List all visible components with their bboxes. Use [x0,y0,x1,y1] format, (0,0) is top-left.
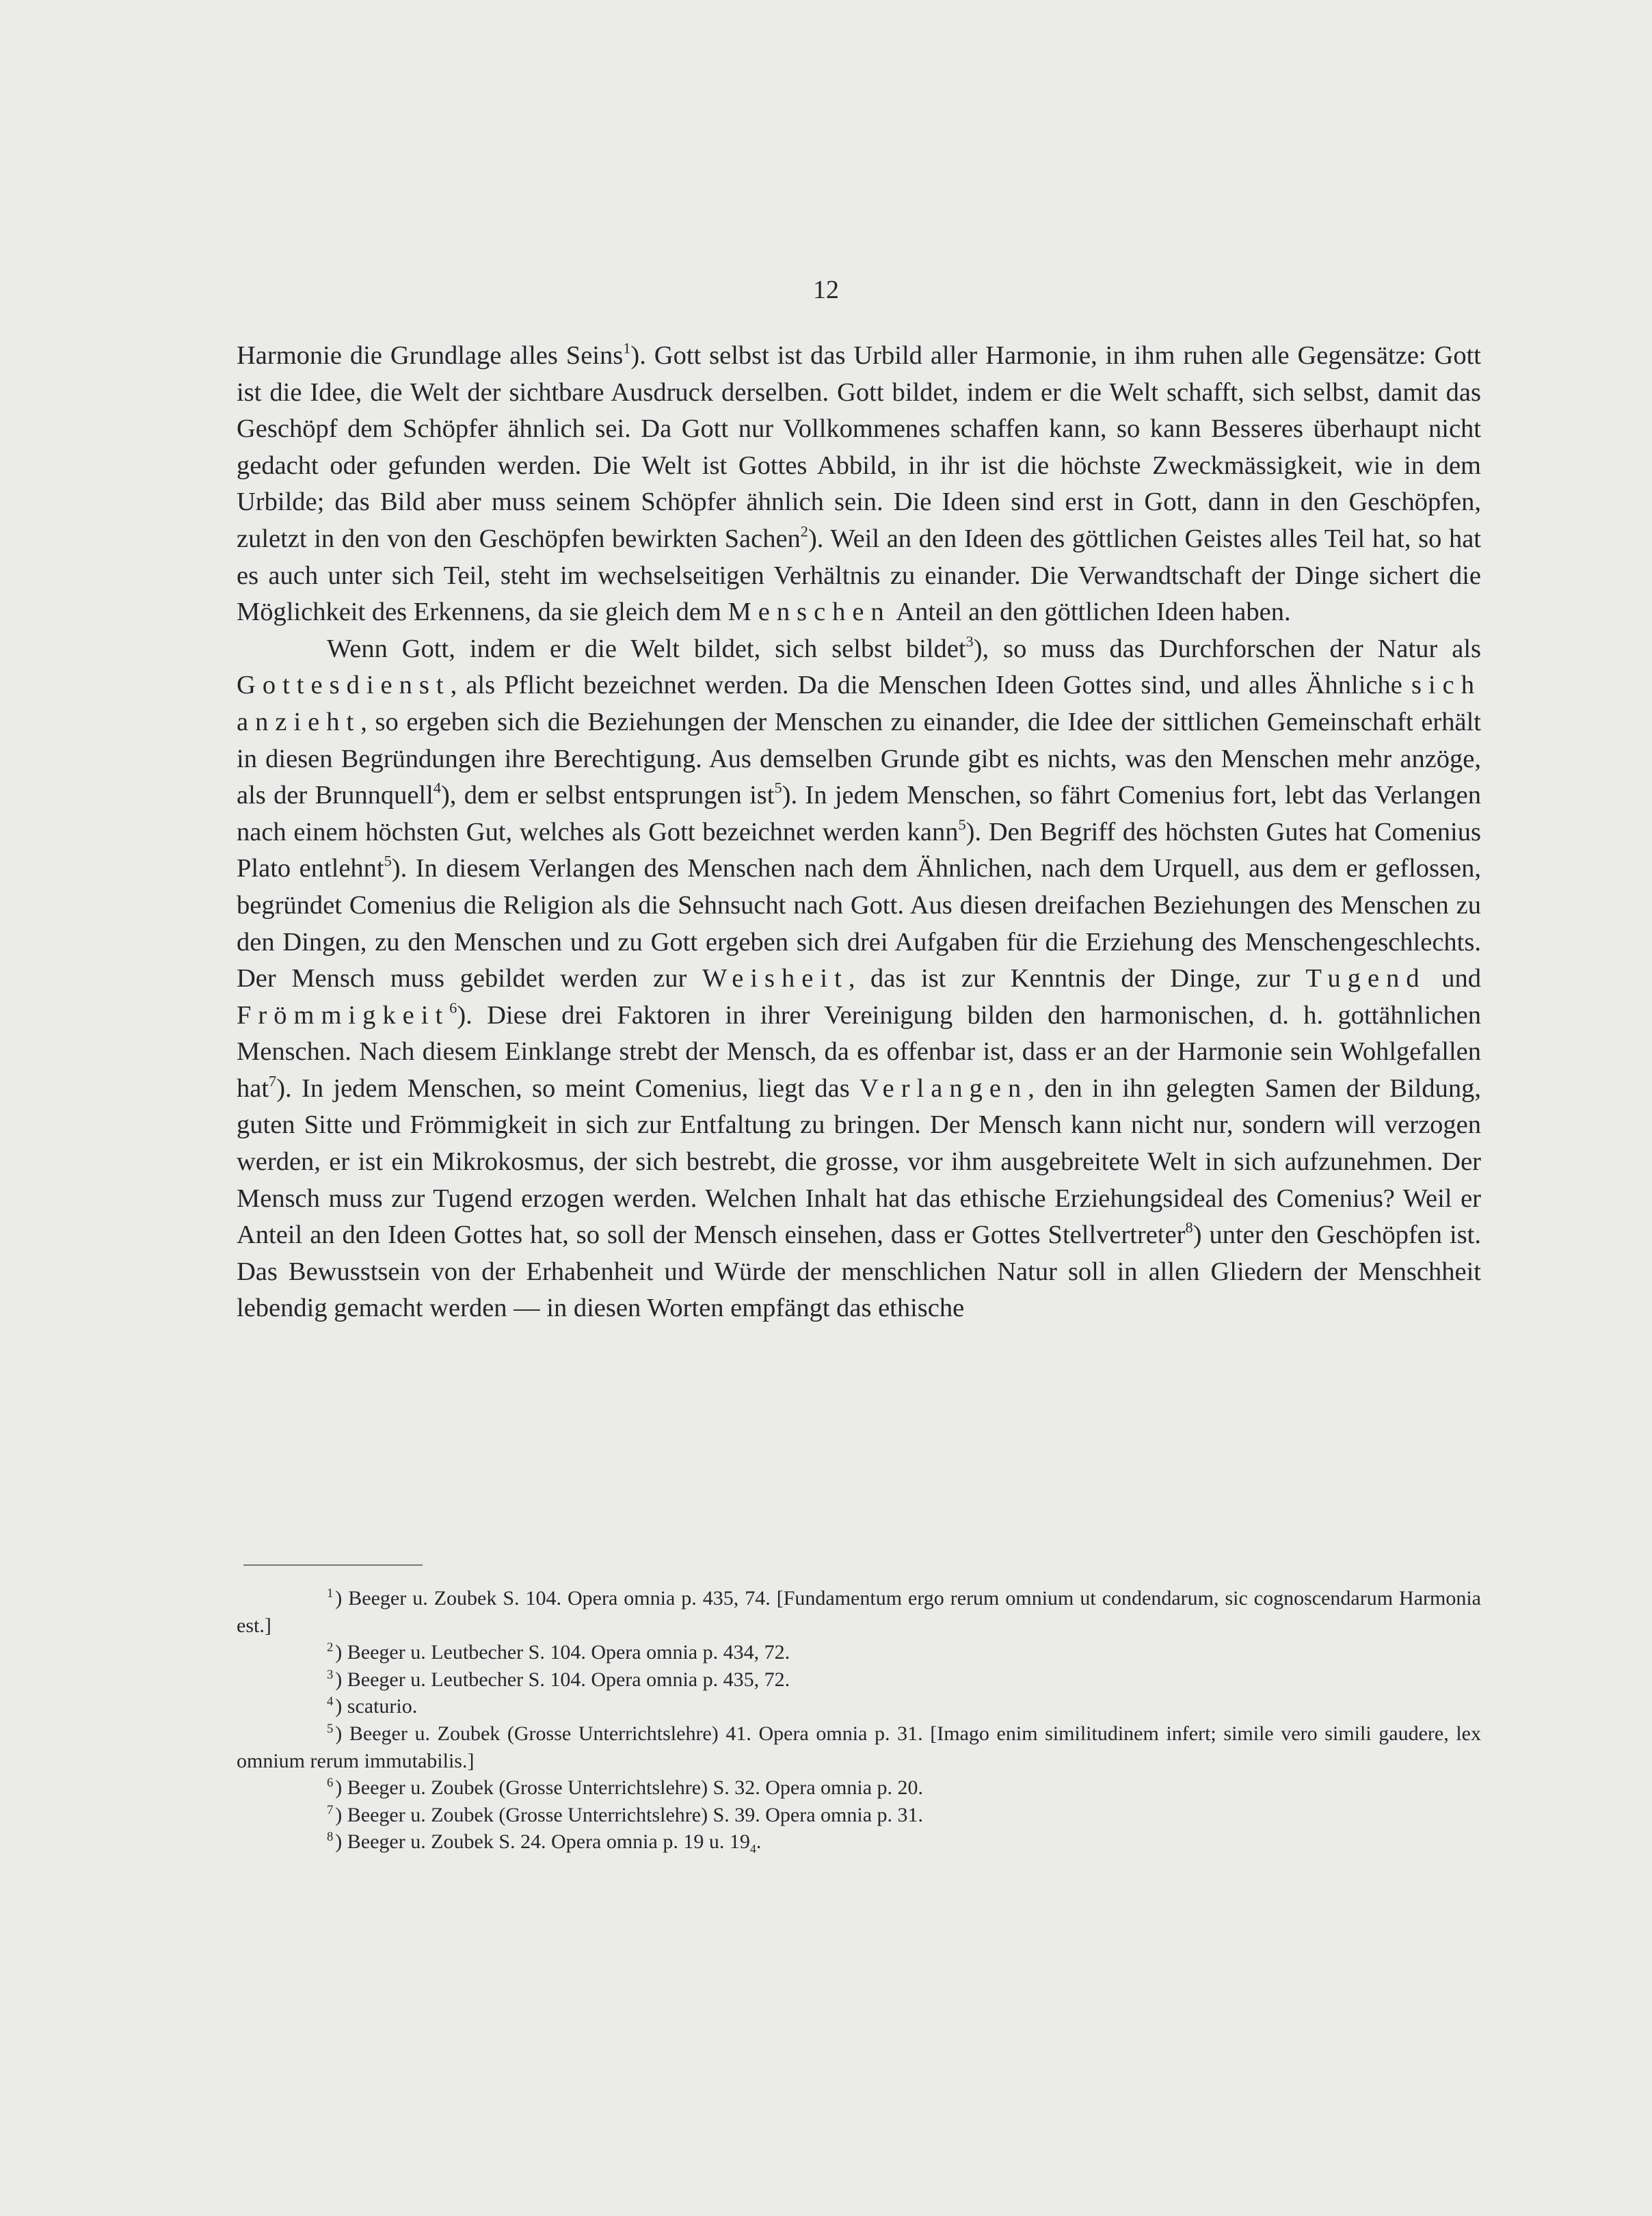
footnote-6: $^6$ ) Beeger u. Zoubek (Grosse Unterrichtslehre) S. 32. Opera omnia p. 20. [327,1776,924,1800]
footnote-ref: 8 [1185,1218,1193,1236]
footnote-5: $^5$ ) Beeger u. Zoubek (Grosse Unterrichtslehre) 41. Opera omnia p. 31. [Imago enim similitudinem infert; simile vero simili gaudere, lex omnium rerum immutabilis.] [237,1721,1481,1772]
spaced-emphasis: Menschen [728,598,891,627]
footnotes [237,1585,1481,1856]
body-text [237,338,1481,1327]
footnote-ref: 7 [269,1072,277,1090]
page-number: 12 [813,276,839,304]
footnote-ref: 6 [449,999,457,1017]
footnote-2: $^2$ ) Beeger u. Leutbecher S. 104. Opera omnia p. 434, 72. [327,1640,790,1664]
footnote-ref: 5 [774,779,782,797]
footnote-7: $^7$ ) Beeger u. Zoubek (Grosse Unterrichtslehre) S. 39. Opera omnia p. 31. [327,1802,924,1826]
footnote-ref: 5 [384,852,392,870]
spaced-emphasis: Weisheit [702,964,849,993]
footnote-4: $^4$ ) scaturio. [327,1694,418,1718]
footnote-8: $^8$ ) Beeger u. Zoubek S. 24. Opera omnia p. 19 u. $19_4$. [327,1830,762,1856]
footnote-ref: 3 [965,632,974,650]
footnote-3: $^3$ ) Beeger u. Leutbecher S. 104. Opera omnia p. 435, 72. [327,1667,790,1691]
footnote-ref: 1 [623,339,631,357]
footnote-divider [243,1564,423,1566]
spaced-emphasis: Tugend [1305,964,1426,993]
paragraph-1: Harmonie die Grundlage alles Seins$^1$). Gott selbst ist das Urbild aller Harmonie, in ihm ruhen alle Gegensätze: Gott ist die Idee, die Welt der sichtbare Ausdruck derselben. Gott bildet, indem er die Welt schafft, sich selbst, damit das Geschöpf dem Schöpfer ähnlich sei. Da Gott nur Vollkommenes schaffen kann, so kann Besseres überhaupt nicht gedacht oder gefunden werden. Die Welt ist Gottes Abbild, in ihr ist die höchste Zweckmässigkeit, wie in dem Urbilde; das Bild aber muss seinem Schöpfer ähnlich sein. Die Ideen sind erst in Gott, dann in den Geschöpfen, zuletzt in den von den Geschöpfen bewirkten Sachen$^2$). Weil an den Ideen des göttlichen Geistes alles Teil hat, so hat es auch unter sich Teil, steht im wechselseitigen Verhältnis zu einander. Die Verwandtschaft der Dinge sichert die Möglichkeit des Erkennens, da sie gleich dem Menschen Anteil an den göttlichen Ideen haben. [237,339,1482,627]
spaced-emphasis: Frömmigkeit [237,1000,450,1030]
footnote-ref: 2 [800,522,808,540]
spaced-emphasis: Verlangen [860,1073,1028,1103]
paragraph-2: Wenn Gott, indem er die Welt bildet, sich selbst bildet$^3$), so muss das Durchforschen der Natur als Gottesdienst, als Pflicht bezeichnet werden. Da die Menschen Ideen Gottes sind, und alles Ähnliche sich anzieht, so ergeben sich die Beziehungen der Menschen zu einander, die Idee der sittlichen Gemeinschaft erhält in diesen Begründungen ihre Berechtigung. Aus demselben Grunde gibt es nichts, was den Menschen mehr anzöge, als der Brunnquell$^4$), dem er selbst entsprungen ist$^5$). In jedem Menschen, so fährt Comenius fort, lebt das Verlangen nach einem höchsten Gut, welches als Gott bezeichnet werden kann$^5$). Den Begriff des höchsten Gutes hat Comenius Plato entlehnt$^5$). In diesem Verlangen des Menschen nach dem Ähnlichen, nach dem Urquell, aus dem er geflossen, begründet Comenius die Religion als die Sehnsucht nach Gott. Aus diesen dreifachen Beziehungen des Menschen zu den Dingen, zu den Menschen und zu Gott ergeben sich drei Aufgaben für die Erziehung des Menschengeschlechts. Der Mensch muss gebildet werden zur Weisheit, das ist zur Kenntnis der Dinge, zur Tugend und Frömmigkeit$^6$). Diese drei Faktoren in ihrer Vereinigung bilden den harmonischen, d. h. gottähnlichen Menschen. Nach diesem Einklange strebt der Mensch, da es offenbar ist, dass er an der Harmonie sein Wohlgefallen hat$^7$). In jedem Menschen, so meint Comenius, liegt das Verlangen, den in ihn gelegten Samen der Bildung, guten Sitte und Frömmigkeit in sich zur Entfaltung zu bringen. Der Mensch kann nicht nur, sondern will verzogen werden, er ist ein Mikrokosmus, der sich bestrebt, die grosse, vor ihm ausgebreitete Welt in sich aufzunehmen. Der Mensch muss zur Tugend erzogen werden. Welchen Inhalt hat das ethische Erziehungsideal des Comenius? Weil er Anteil an den Ideen Gottes hat, so soll der Mensch einsehen, dass er Gottes Stellvertreter$^8$) unter den Geschöpfen ist. Das Bewusstsein von der Erhabenheit und Würde der menschlichen Natur soll in allen Gliedern der Menschheit lebendig gemacht werden — in diesen Worten empfängt das ethische [237,632,1482,1323]
footnote-ref: 4 [433,779,441,797]
spaced-emphasis: Gottesdienst [237,671,451,700]
footnote-1: $^1$ ) Beeger u. Zoubek S. 104. Opera omnia p. 435, 74. [Fundamentum ergo rerum omnium ut condendarum, sic cognoscendarum Harmonia est.] [237,1586,1481,1637]
spaced-emphasis: sich anzieht [237,671,1481,736]
footnote-ref: 5 [958,816,966,833]
